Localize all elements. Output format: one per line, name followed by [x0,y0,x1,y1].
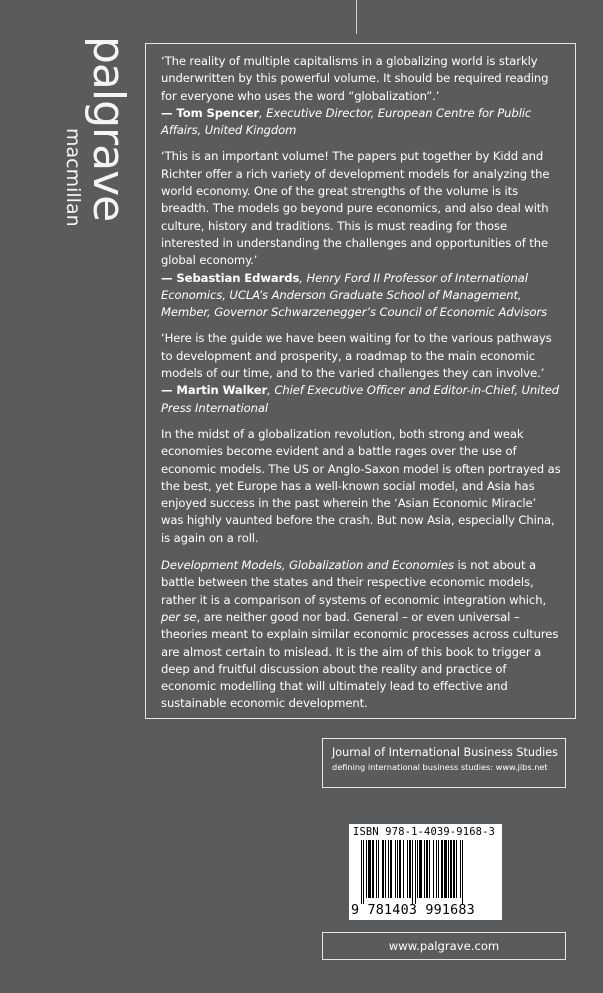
barcode-bar [460,840,461,898]
blurb-1 [161,53,561,139]
website-box[interactable] [322,932,566,960]
barcode-bar [426,840,428,898]
blurb-3-role: , Chief Executive Officer and Editor-in-Chief, United Press International [161,383,560,415]
barcode-bar [456,840,457,898]
blurb-2-author: — Sebastian Edwards [161,270,300,285]
blurb-2 [161,148,561,321]
barcode-bar [412,840,413,904]
blurb-2-attribution [161,270,561,322]
barcode-bar [424,840,425,898]
description-paragraph-2-part-a: is not about a battle between the states and their respective economic models, rather it is a comparison of systems of economic integration which, [161,558,547,607]
barcode-bar [415,840,416,904]
barcode-bar [395,840,396,898]
barcode-bar [438,840,439,898]
journal-title: Journal of International Business Studies [332,746,558,759]
barcode-bar [462,840,463,904]
website-link[interactable]: www.palgrave.com [388,939,500,953]
description-paragraph-1: In the midst of a globalization revolution, both strong and weak economies become evident and a battle rages over the use of economic models. The US or Anglo-Saxon model is often portrayed as the best, yet Europe has a well-known social model, and Asia has enjoyed success in the past wherein the ‘Asian Economic Miracle’ was highly vaunted before the crash. But now Asia, especially China, is again on a roll. [161,426,561,545]
blurb-1-attribution [161,105,561,140]
barcode-bar [397,840,398,898]
per-se-italic: per se [161,609,197,624]
blurb-3 [161,330,561,416]
isbn-text: ISBN 978-1-4039-9168-3 [353,826,496,838]
barcode-bar [366,840,367,898]
barcode-bar [433,840,434,898]
barcode-bar [385,840,386,898]
barcode-bar [419,840,422,898]
blurb-1-author: — Tom Spencer [161,105,259,120]
blurb-3-author: — Martin Walker [161,383,268,398]
blurb-2-quote: ‘This is an important volume! The papers put together by Kidd and Richter offer a rich variety of development models for analyzing the world economy. One of the great strengths of the volume is its breadth. The models go beyond pure economics, and also deal with culture, history and traditions. This is must reading for those interested in understanding the challenges and opportunities of the global economy.’ [161,149,550,268]
blurb-3-attribution [161,382,561,417]
barcode-bar [436,840,437,898]
barcode-digits: 9 781403 991683 [351,903,475,918]
journal-box [322,738,566,788]
barcode-bar [378,840,379,898]
blurb-1-role: , Executive Director, European Centre for Public Affairs, United Kingdom [161,105,532,138]
barcode-bar [409,840,411,898]
barcode-bar [382,840,384,898]
barcode-bar [363,840,364,904]
description-paragraph-2 [161,557,561,713]
barcode-bar [453,840,455,898]
palgrave-macmillan-logo [54,36,136,236]
isbn-barcode [349,824,502,920]
barcode-bar [450,840,452,898]
back-cover-text-box [145,43,576,719]
description-paragraph-2-part-b: , are neither good nor bad. General – or even universal – theories meant to explain similar economic processes across cultures are almost certain to mislead. It is the aim of this book to trigger a deep and fruitful discussion about the reality and practice of economic modelling that will ultimately lead to effective and sustainable economic development. [161,609,559,711]
barcode-bar [390,840,392,898]
book-title-italic: Development Models, Globalization and Economies [161,558,454,573]
barcode-bar [376,840,377,898]
spine-divider-line [356,0,357,34]
logo-macmillan-text: macmillan [62,128,84,227]
logo-palgrave-text: palgrave [83,36,134,222]
journal-subtitle: defining international business studies: www.jibs.net [332,762,548,772]
barcode-bar [407,840,408,898]
barcode-bar [444,840,447,898]
barcode-bar [361,840,362,904]
barcode-bar [368,840,371,898]
barcode-bar [399,840,401,898]
barcode-bar [441,840,443,898]
barcode-bar [388,840,389,898]
blurb-1-quote: ‘The reality of multiple capitalisms in a globalizing world is starkly underwritten by this powerful volume. It should be required reading for everyone who uses the word “globalization”.’ [161,54,549,103]
barcode-bar [403,840,404,898]
barcode-bar [448,840,449,898]
barcode-bar [372,840,374,898]
barcode-bar [429,840,430,898]
blurb-3-quote: ‘Here is the guide we have been waiting for to the various pathways to development and prosperity, a roadmap to the main economic models of our time, and to the varied challenges they can involve.’ [161,331,552,381]
blurb-2-role: , Henry Ford II Professor of International Economics, UCLA’s Anderson Graduate School of Management, Member, Governor Schwarzenegger’s Council of Economic Advisors [161,270,548,320]
barcode-bar [417,840,418,898]
barcode-bars-icon [361,840,497,904]
